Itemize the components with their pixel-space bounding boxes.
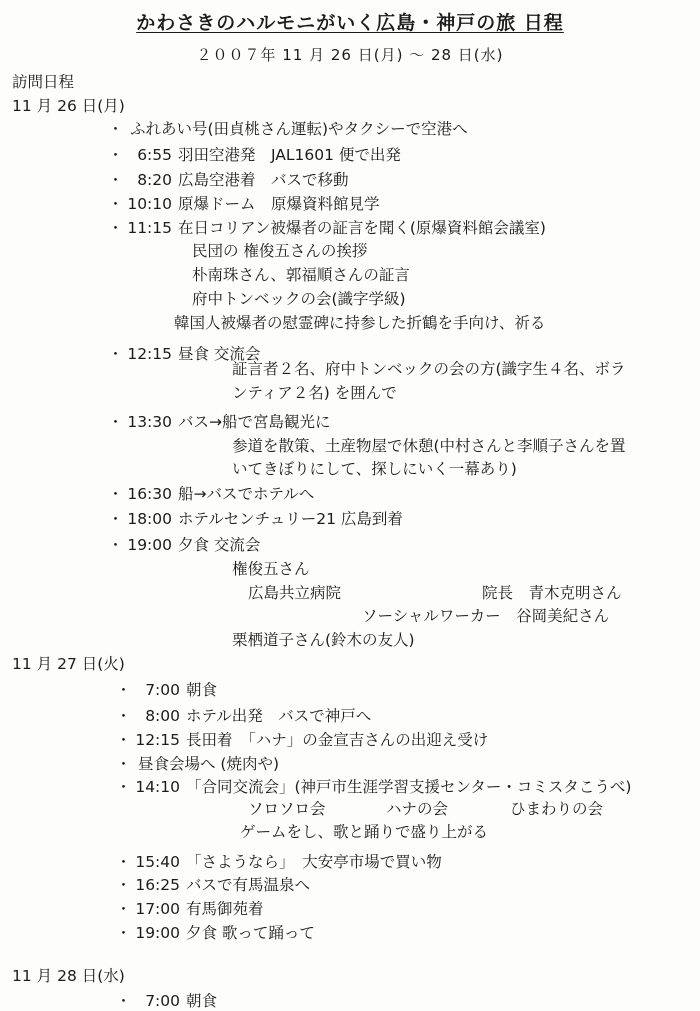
bullet-dot: ・ (108, 510, 124, 528)
item-time: 13:30 (127, 413, 172, 431)
item-detail: 広島共立病院 (248, 584, 342, 602)
day-date: 11 月 27 日(火) (12, 655, 125, 673)
item-time: 12:15 (135, 731, 180, 749)
schedule-item (138, 754, 279, 774)
bullet-dot: ・ (116, 778, 132, 796)
item-time: 16:30 (127, 485, 172, 503)
item-text: 船→バスでホテルへ (178, 485, 315, 503)
bullet-dot: ・ (108, 120, 124, 138)
schedule-item (128, 875, 310, 895)
item-detail: 証言者２名、府中トンベックの会の方(識字生４名、ボラ (232, 360, 626, 378)
item-text: 在日コリアン被爆者の証言を聞く(原爆資料館会議室) (178, 219, 546, 237)
bullet-dot: ・ (116, 992, 132, 1010)
item-detail: ソロソロ会 (248, 800, 326, 818)
item-text: 羽田空港発 JAL1601 便で出発 (178, 146, 401, 164)
bullet-dot: ・ (108, 195, 124, 213)
item-time: 11:15 (127, 219, 172, 237)
bullet-dot: ・ (108, 219, 124, 237)
item-time: 8:20 (137, 171, 172, 189)
item-text: 「さようなら」 大安亭市場で買い物 (186, 853, 442, 871)
item-text: 昼食 交流会 (178, 345, 261, 363)
item-detail: ハナの会 (386, 800, 449, 818)
schedule-item (128, 777, 631, 797)
item-text: 昼食会場へ (焼肉や) (138, 755, 280, 773)
item-time: 7:00 (145, 681, 180, 699)
item-detail: 参道を散策、土産物屋で休憩(中村さんと李順子さんを置 (232, 437, 626, 455)
schedule-item (130, 119, 468, 139)
item-text: 夕食 歌って踊って (186, 924, 315, 942)
bullet-dot: ・ (116, 924, 132, 942)
bullet-dot: ・ (116, 755, 132, 773)
item-time: 6:55 (137, 146, 172, 164)
item-text: ホテルセンチュリー21 広島到着 (178, 510, 403, 528)
item-time: 19:00 (135, 924, 180, 942)
item-text: 「合同交流会」(神戸市生涯学習支援センター・コミスタこうべ) (186, 778, 632, 796)
item-text: 原爆ドーム 原爆資料館見学 (178, 195, 380, 213)
bullet-dot: ・ (108, 171, 124, 189)
item-text: 朝食 (186, 992, 218, 1010)
schedule-item (120, 218, 546, 238)
item-time: 16:25 (135, 876, 180, 894)
schedule-item (128, 680, 217, 700)
day-date: 11 月 26 日(月) (12, 97, 125, 115)
document-title: かわさきのハルモニがいく広島・神戸の旅 日程 (136, 12, 564, 34)
item-detail: ソーシャルワーカー 谷岡美紀さん (362, 607, 610, 625)
item-text: ふれあい号(田貞桃さん運転)やタクシーで空港へ (130, 120, 468, 138)
schedule-item (128, 852, 442, 872)
item-time: 18:00 (127, 510, 172, 528)
bullet-dot: ・ (116, 681, 132, 699)
bullet-dot: ・ (116, 900, 132, 918)
schedule-item (120, 509, 403, 529)
item-time: 7:00 (145, 992, 180, 1010)
schedule-item (120, 194, 380, 214)
bullet-dot: ・ (116, 876, 132, 894)
item-detail: 院長 青木克明さん (482, 584, 622, 602)
day-date: 11 月 28 日(水) (12, 967, 125, 985)
bullet-dot: ・ (108, 413, 124, 431)
bullet-dot: ・ (108, 345, 124, 363)
schedule-item (128, 899, 264, 919)
bullet-dot: ・ (116, 707, 132, 725)
item-time: 8:00 (145, 707, 180, 725)
schedule-item (120, 484, 314, 504)
item-detail: ンティア２名) を囲んで (232, 384, 397, 402)
schedule-item (120, 412, 331, 432)
item-detail: 府中トンベックの会(識字学級) (192, 290, 406, 308)
item-time: 15:40 (135, 853, 180, 871)
item-detail: 民団の 権俊五さんの挨拶 (192, 242, 368, 260)
item-detail: 韓国人被爆者の慰霊碑に持参した折鶴を手向け、祈る (174, 314, 546, 332)
item-detail: ゲームをし、歌と踊りで盛り上がる (240, 823, 489, 841)
item-text: ホテル出発 バスで神戸へ (186, 707, 372, 725)
bullet-dot: ・ (108, 485, 124, 503)
item-text: 長田着 「ハナ」の金宣吉さんの出迎え受け (186, 731, 489, 749)
item-text: 朝食 (186, 681, 218, 699)
item-time: 19:00 (127, 536, 172, 554)
schedule-item (128, 730, 488, 750)
schedule-item (120, 170, 349, 190)
schedule-item (128, 923, 315, 943)
schedule-item (128, 706, 371, 726)
bullet-dot: ・ (116, 853, 132, 871)
item-text: 有馬御苑着 (186, 900, 264, 918)
date-range: ２００７年 11 月 26 日(月) ～ 28 日(水) (196, 46, 504, 64)
item-detail: 栗栖道子さん(鈴木の友人) (232, 631, 415, 649)
item-text: バスで有馬温泉へ (186, 876, 311, 894)
schedule-item (120, 145, 401, 165)
bullet-dot: ・ (108, 146, 124, 164)
schedule-item (120, 535, 260, 555)
section-label: 訪問日程 (12, 73, 75, 91)
item-text: 広島空港着 バスで移動 (178, 171, 349, 189)
item-detail: 朴南珠さん、郭福順さんの証言 (192, 266, 410, 284)
bullet-dot: ・ (116, 731, 132, 749)
bullet-dot: ・ (108, 536, 124, 554)
item-detail: いてきぼりにして、探しにいく一幕あり) (232, 460, 517, 478)
item-detail: ひまわりの会 (510, 800, 604, 818)
item-time: 17:00 (135, 900, 180, 918)
item-text: バス→船で宮島観光に (178, 413, 331, 431)
item-text: 夕食 交流会 (178, 536, 261, 554)
item-time: 12:15 (127, 345, 172, 363)
item-detail: 権俊五さん (232, 560, 310, 578)
item-time: 14:10 (135, 778, 180, 796)
item-time: 10:10 (127, 195, 172, 213)
schedule-item (128, 991, 217, 1011)
